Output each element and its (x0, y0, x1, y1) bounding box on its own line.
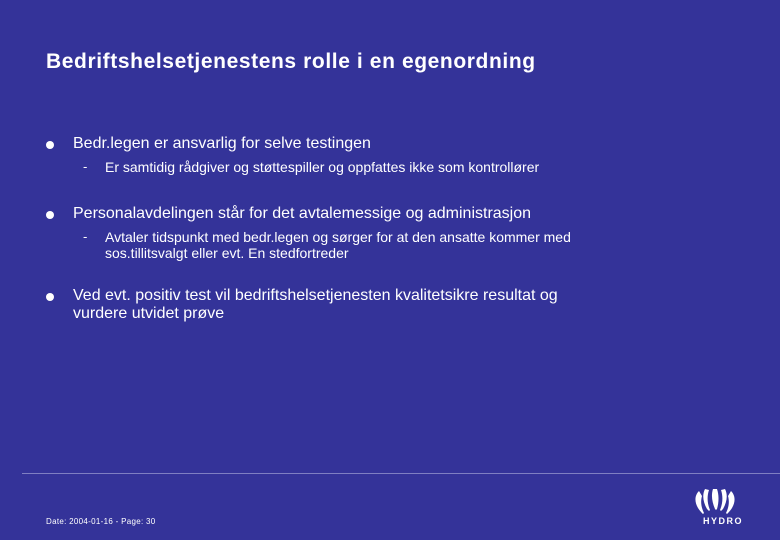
sub-bullet-text-line: sos.tillitsvalgt eller evt. En stedfortreder (105, 245, 349, 261)
dash-icon: - (83, 159, 88, 174)
bullet-item (46, 205, 773, 261)
bullet-text-line: vurdere utvidet prøve (73, 305, 225, 322)
sub-bullet-item (73, 159, 773, 175)
logo-wordmark: HYDRO (703, 516, 744, 526)
bullet-item (46, 287, 713, 323)
sub-bullet-item (73, 229, 773, 261)
footer-date-page: Date: 2004-01-16 - Page: 30 (46, 517, 156, 526)
footer-divider (22, 473, 780, 474)
sub-bullet-text: Er samtidig rådgiver og støttespiller og oppfattes ikke som kontrollører (105, 159, 540, 175)
bullet-text: Personalavdelingen står for det avtalemessige og administrasjon (73, 205, 532, 222)
bullet-text-line: Ved evt. positiv test vil bedriftshelsetjenesten kvalitetsikre resultat og (73, 287, 558, 304)
bullet-dot-icon (46, 293, 54, 301)
bullet-dot-icon (46, 141, 54, 149)
sub-bullet-text-line: Avtaler tidspunkt med bedr.legen og sørger for at den ansatte kommer med (105, 229, 571, 245)
bullet-text: Bedr.legen er ansvarlig for selve testingen (73, 135, 371, 152)
bullet-dot-icon (46, 211, 54, 219)
bullet-item (46, 135, 773, 175)
dash-icon: - (83, 229, 88, 244)
slide-title: Bedriftshelsetjenestens rolle i en egenordning (46, 50, 536, 73)
